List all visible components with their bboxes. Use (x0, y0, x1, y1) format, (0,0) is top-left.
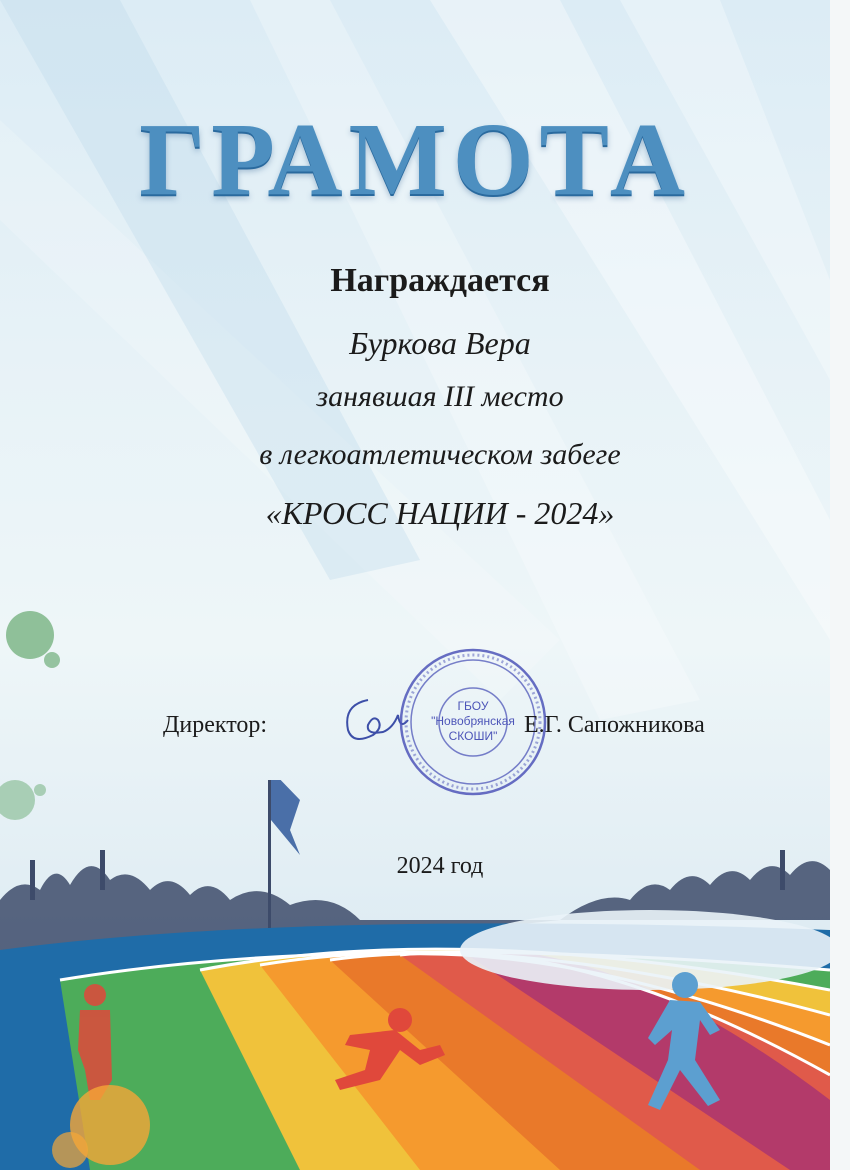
seal-line: ГБОУ (457, 699, 489, 713)
director-label: Директор: (163, 712, 268, 738)
event-line: в легкоатлетическом забеге (259, 438, 621, 471)
certificate-title: ГРАМОТА (139, 102, 691, 217)
seal-line: "Новобрянская (431, 714, 515, 728)
place-line: занявшая III место (316, 380, 564, 413)
recipient-name: Буркова Вера (349, 325, 531, 361)
award-line: Награждается (330, 262, 550, 299)
director-name: Е.Г. Сапожникова (524, 712, 705, 738)
certificate-year: 2024 год (396, 853, 484, 879)
seal-line: СКОШИ" (448, 729, 498, 743)
race-name: «КРОСС НАЦИИ - 2024» (265, 495, 615, 531)
stadium-illustration (0, 780, 830, 1170)
